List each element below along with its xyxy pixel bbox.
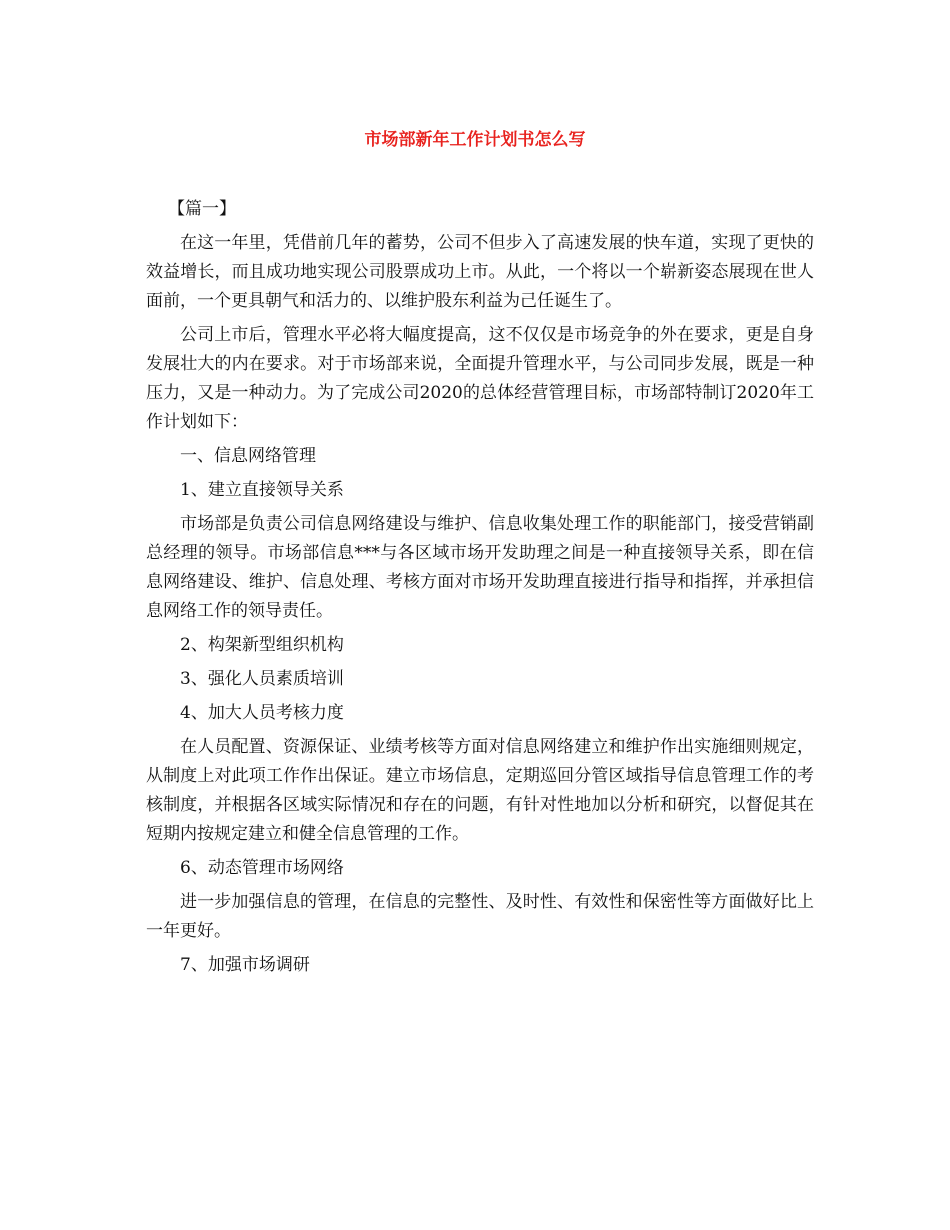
item-3-heading: 3、强化人员素质培训	[180, 669, 344, 689]
heading-info-network: 一、信息网络管理	[180, 446, 316, 466]
item-4-heading: 4、加大人员考核力度	[180, 703, 344, 723]
item-6-paragraph: 进一步加强信息的管理，在信息的完整性、及时性、有效性和保密性等方面做好比上一年更好。	[146, 892, 814, 941]
item-7-heading: 7、加强市场调研	[180, 955, 310, 975]
item-6-heading: 6、动态管理市场网络	[180, 858, 344, 878]
item-4-paragraph: 在人员配置、资源保证、业绩考核等方面对信息网络建立和维护作出实施细则规定，从制度上对此项工作作出保证。建立市场信息，定期巡回分管区域指导信息管理工作的考核制度，并根据各区域实际情况和存在的问题，有针对性地加以分析和研究，以督促其在短期内按规定建立和健全信息管理的工作。	[146, 737, 814, 844]
document-title: 市场部新年工作计划书怎么写	[364, 130, 586, 150]
item-2-heading: 2、构架新型组织机构	[180, 635, 344, 655]
paragraph-intro: 在这一年里，凭借前几年的蓄势，公司不但步入了高速发展的快车道，实现了更快的效益增长，而且成功地实现公司股票成功上市。从此，一个将以一个崭新姿态展现在世人面前，一个更具朝气和活力的、以维护股东利益为己任诞生了。	[146, 233, 814, 311]
item-1-paragraph: 市场部是负责公司信息网络建设与维护、信息收集处理工作的职能部门，接受营销副总经理的领导。市场部信息***与各区域市场开发助理之间是一种直接领导关系，即在信息网络建设、维护、信息处理、考核方面对市场开发助理直接进行指导和指挥，并承担信息网络工作的领导责任。	[146, 514, 814, 621]
paragraph-listing: 公司上市后，管理水平必将大幅度提高，这不仅仅是市场竞争的外在要求，更是自身发展壮大的内在要求。对于市场部来说，全面提升管理水平，与公司同步发展，既是一种压力，又是一种动力。为了完成公司2020的总体经营管理目标，市场部特制订2020年工作计划如下：	[146, 325, 814, 432]
item-1-heading: 1、建立直接领导关系	[180, 480, 344, 500]
document-body	[146, 195, 814, 985]
section-label: 【篇一】	[168, 199, 236, 219]
